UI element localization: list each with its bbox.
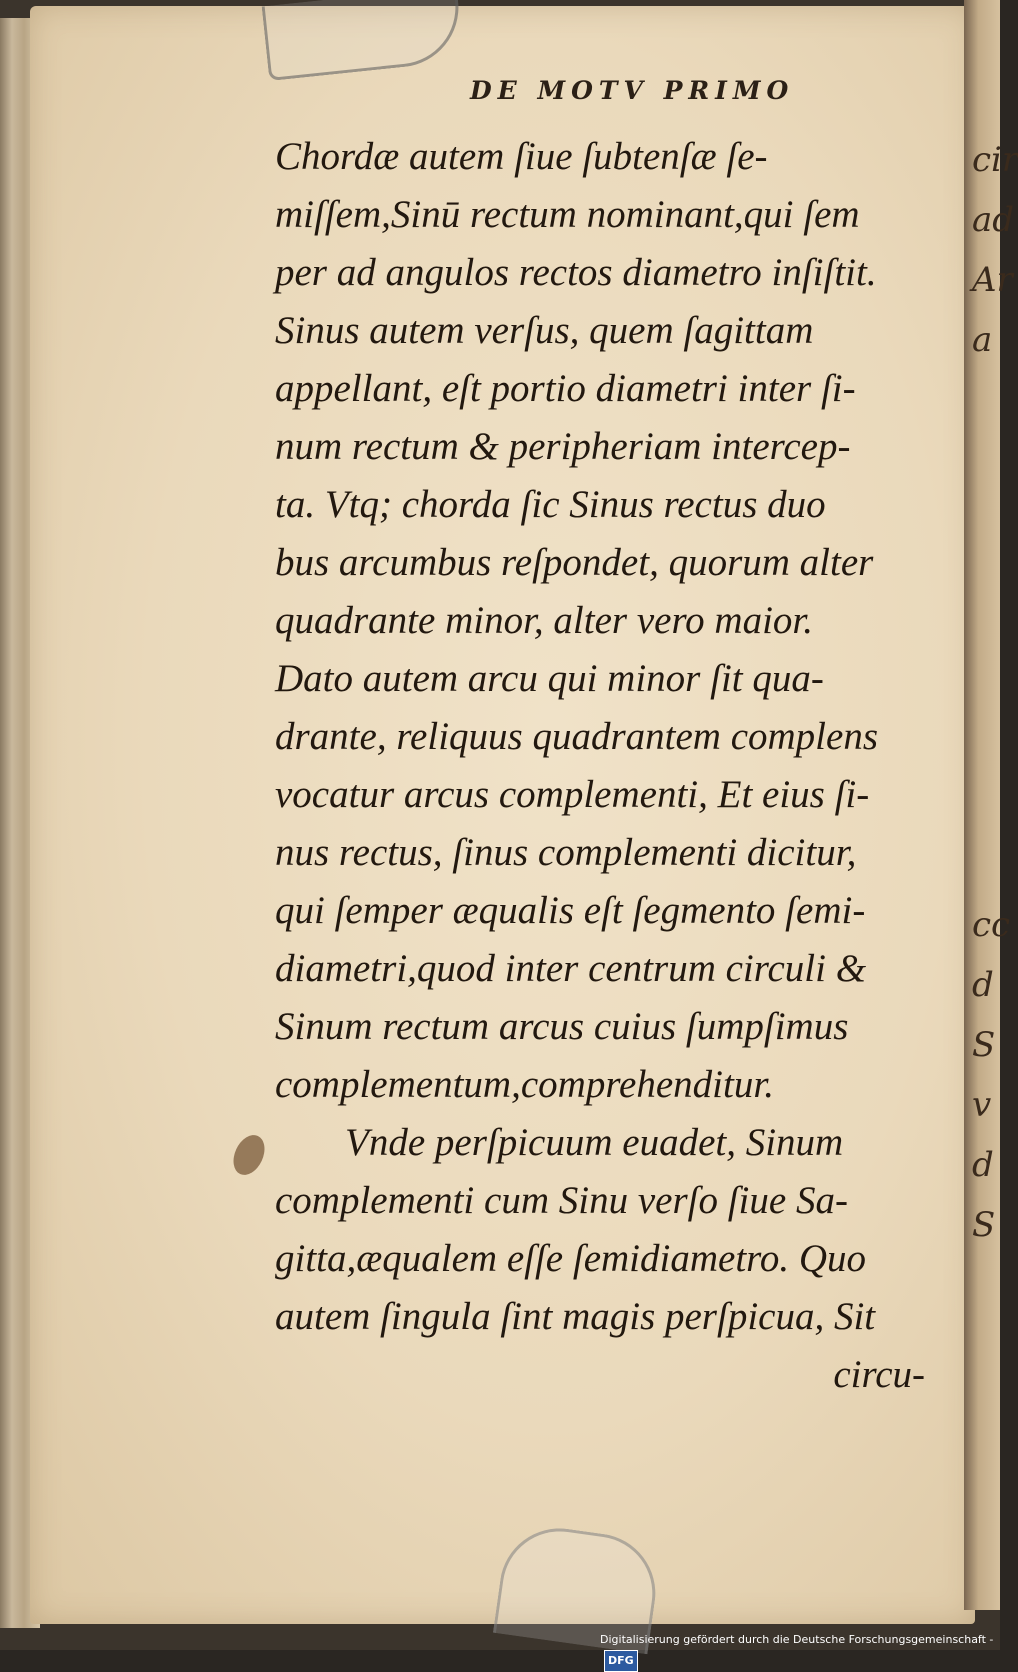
catchword: circu- [833, 1353, 925, 1396]
text-line: quadrante minor, alter vero maior. [275, 599, 814, 642]
facing-fragment: a [972, 320, 993, 360]
text-line: num rectum & peripheriam intercep- [275, 425, 851, 468]
text-line: ta. Vtq; chorda ſic Sinus rectus duo [275, 483, 826, 526]
text-line: Chordæ autem ſiue ſubtenſæ ſe- [275, 135, 768, 178]
footer-text: Digitalisierung gefördert durch die Deutsche Forschungsgemeinschaft - [600, 1633, 994, 1646]
text-line: appellant, eſt portio diametri inter ſi- [275, 367, 856, 410]
running-head: DE MOTV PRIMO [470, 76, 795, 105]
text-line: autem ſingula ſint magis perſpicua, Sit [275, 1295, 876, 1338]
text-line: Sinum rectum arcus cuius ſumpſimus [275, 1005, 849, 1048]
facing-fragment: Ar [972, 260, 1013, 300]
facing-fragment: cc [972, 905, 1011, 945]
text-line: nus rectus, ſinus complementi dicitur, [275, 831, 857, 874]
facing-fragment: S [972, 1205, 996, 1245]
facing-page-edge [964, 0, 1018, 1610]
facing-fragment: ad [972, 200, 1015, 240]
facing-fragment: v [972, 1085, 992, 1125]
text-line: vocatur arcus complementi, Et eius ſi- [275, 773, 870, 816]
text-line: Dato autem arcu qui minor ſit qua- [275, 657, 824, 700]
ink-stain [227, 1130, 270, 1180]
text-line: per ad angulos rectos diametro inſiſtit. [275, 251, 877, 294]
text-line: qui ſemper æqualis eſt ſegmento ſemi- [275, 889, 866, 932]
text-line: bus arcumbus reſpondet, quorum alter [275, 541, 874, 584]
facing-fragment: d [972, 965, 994, 1005]
text-line: Vnde perſpicuum euadet, Sinum [345, 1121, 844, 1164]
book-page [30, 6, 975, 1624]
facing-fragment: S [972, 1025, 996, 1065]
text-line: Sinus autem verſus, quem ſagittam [275, 309, 814, 352]
text-line: diametri,quod inter centrum circuli & [275, 947, 867, 990]
page-clip-top [262, 0, 465, 81]
facing-fragment: cir [972, 140, 1018, 180]
facing-fragment: d [972, 1145, 994, 1185]
text-line: miſſem,Sinū rectum nominant,qui ſem [275, 193, 860, 236]
digitization-footer [600, 1630, 1000, 1667]
text-line: complementum,comprehenditur. [275, 1063, 774, 1106]
text-line: gitta,æqualem eſſe ſemidiametro. Quo [275, 1237, 867, 1280]
text-line: drante, reliquus quadrantem complens [275, 715, 878, 758]
dfg-logo: DFG [604, 1650, 638, 1672]
main-text [275, 128, 965, 1404]
text-line: complementi cum Sinu verſo ſiue Sa- [275, 1179, 848, 1222]
